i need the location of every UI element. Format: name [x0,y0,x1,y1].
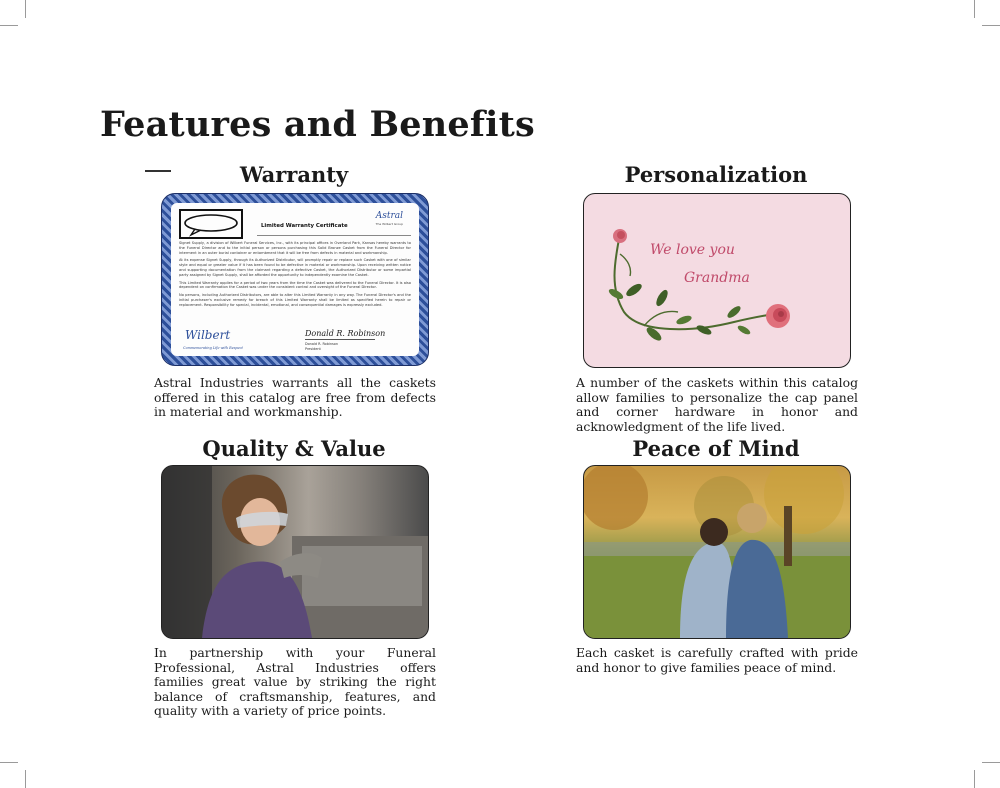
page-title: Features and Benefits [100,104,535,145]
crop-mark [0,25,18,26]
wilbert-tagline: Commemorating Life with Respect [183,346,243,350]
quality-text: In partnership with your Funeral Professional, Astral Industries offers families great value by striking the right balance of craftsmanship, features, and quality with a variety of price points. [154,645,436,719]
peace-text: Each casket is carefully crafted with pride and honor to give families peace of mind. [576,645,858,675]
certificate-paragraph: Signet Supply, a division of Wilbert Funeral Services, Inc., with its principal offices in Overland Park, Kansas hereby warrants to the Funeral Director and to the initial person or persons purchasing this Solid Bronze Casket from the Funeral Director for interment in an outer burial container or entombment that it will be free from defects in material and workmanship. [179,241,411,255]
crop-mark [0,762,18,763]
certificate-paragraph: This Limited Warranty applies for a period of two years from the time the Casket was delivered to the Funeral Director. It is also dependent on confirmation the Casket was under the consistent control and oversight of the Funeral Director. [179,280,411,290]
personalization-text: A number of the caskets within this catalog allow families to personalize the cap panel and corner hardware in honor and acknowledgment of the life lived. [576,375,858,434]
quality-heading: Quality & Value [202,436,386,461]
warranty-certificate-image [161,193,429,366]
certificate-title: Limited Warranty Certificate [261,223,348,229]
couple-in-park-icon [584,466,850,638]
certificate-paragraph: At its expense Signet Supply, through its Authorized Distributor, will promptly repair or replace such Casket with one of similar style and equal or greater value if it has been found to be defective in material or workmanship. Upon receiving written notice and supporting documentation from the claimant regarding a defective Casket, the Authorized Distributor or some impartial party assigned by Signet Supply, shall be afforded the opportunity to independently examine the Casket. [179,258,411,277]
crop-mark [974,770,975,788]
crop-mark [974,0,975,18]
personalization-heading: Personalization [624,162,808,187]
signer-name: Donald R. Robinson [305,342,338,346]
woman-working-icon [162,466,428,638]
certificate-paragraph: No persons, including Authorized Distributors, are able to alter this Limited Warranty in any way. The Funeral Director's and the initial purchaser's exclusive remedy for breach of this Limited Warranty shall be limited as specified herein to repair or replacement. Responsibility for special, incidental, emotional, and consequential damages is expressly excluded. [179,293,411,307]
peace-heading: Peace of Mind [632,436,800,461]
crop-mark [25,770,26,788]
certificate-rule [257,235,411,236]
personalization-line-2: Grandma [684,270,750,286]
warranty-text: Astral Industries warrants all the caskets offered in this catalog are free from defects in material and workmanship. [154,375,436,420]
speech-bubble-logo-icon [179,209,243,239]
signer-title: President [305,347,321,351]
astral-brand: Astral [375,211,403,221]
wilbert-logo: Wilbert [185,328,231,342]
warranty-heading: Warranty [239,162,349,187]
signature-line [305,339,375,340]
personalization-panel-image [583,193,851,368]
craftsperson-photo [161,465,429,639]
certificate-text [179,241,411,311]
couple-photo [583,465,851,639]
crop-mark [25,0,26,18]
astral-brand-sub: The Wilbert Group [375,222,403,226]
crop-mark [982,762,1000,763]
crop-mark [982,25,1000,26]
personalization-line-1: We love you [650,242,735,258]
signature: Donald R. Robinson [305,329,386,338]
